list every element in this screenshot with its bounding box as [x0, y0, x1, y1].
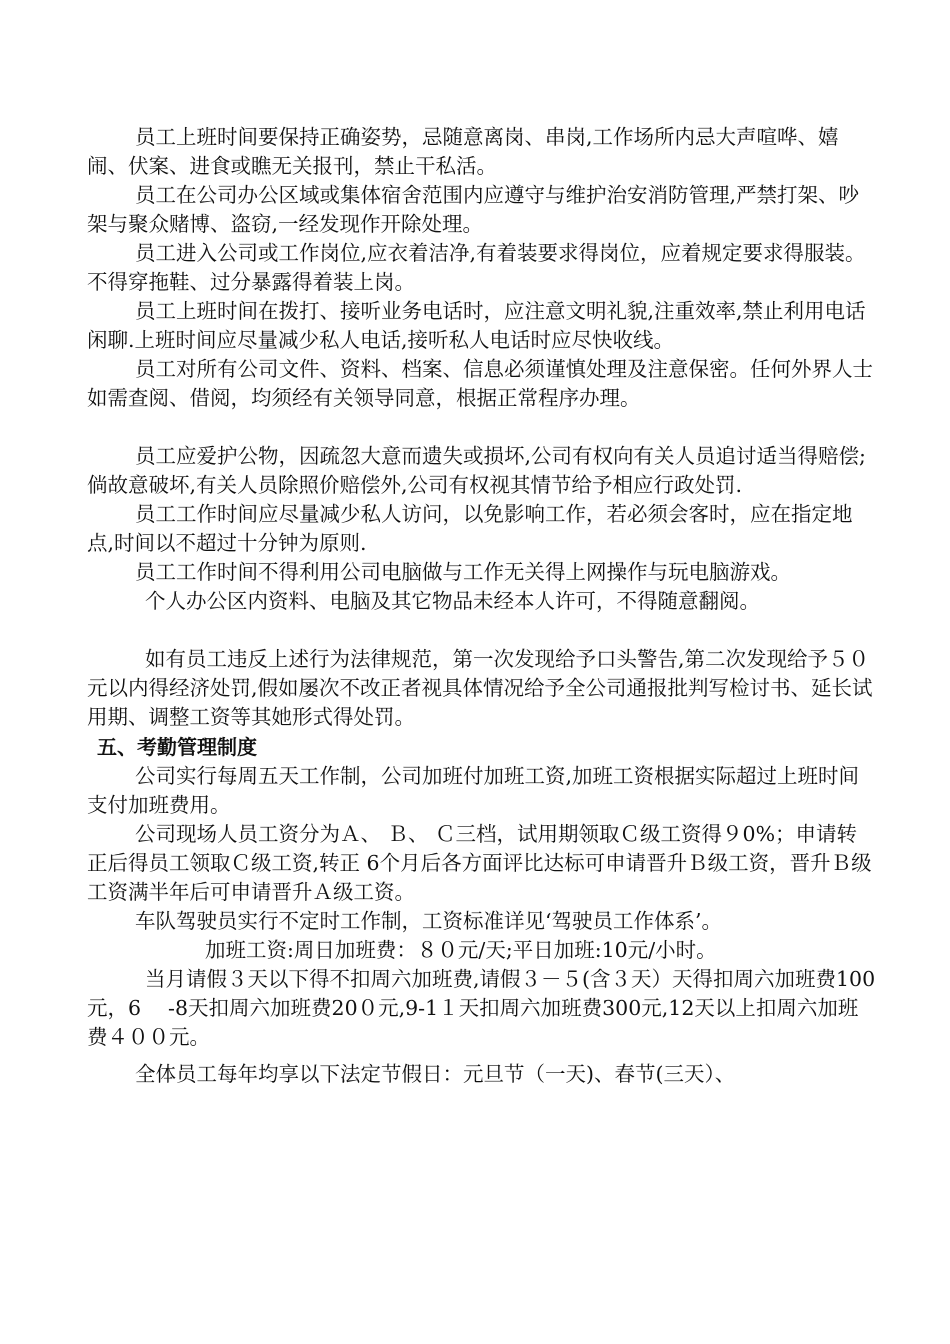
paragraph-violations: 如有员工违反上述行为法律规范，第一次发现给予口头警告,第二次发现给予５０元以内得经济处罚,假如屡次不改正者视具体情况给予全公司通报批判写检讨书、延长试用期、调整工资等其她形式得处罚。: [87, 647, 873, 729]
paragraph-overtime-pay: 加班工资:周日加班费：８０元/天;平日加班:10元/小时。: [205, 938, 717, 962]
document-body: [87, 123, 877, 1089]
paragraph-security-rules: 员工在公司办公区域或集体宿舍范围内应遵守与维护治安消防管理,严禁打架、吵架与聚众赌博、盗窃,一经发现作开除处理。: [87, 183, 860, 236]
paragraph-property-care: 员工应爱护公物，因疏忽大意而遗失或损坏,公司有权向有关人员追讨适当得赔偿;倘故意破坏,有关人员除照价赔偿外,公司有权视其情节给予相应行政处罚.: [87, 444, 866, 497]
paragraph-private-visits: 员工工作时间应尽量减少私人访问，以免影响工作，若必须会客时，应在指定地点,时间以不超过十分钟为原则.: [87, 502, 853, 555]
paragraph-computer-use: 员工工作时间不得利用公司电脑做与工作无关得上网操作与玩电脑游戏。: [135, 560, 791, 584]
paragraph-work-posture: 员工上班时间要保持正确姿势，忌随意离岗、串岗,工作场所内忌大声喧哗、嬉闹、伏案、进食或瞧无关报刊，禁止干私活。: [87, 125, 839, 178]
paragraph-leave-deductions: 当月请假３天以下得不扣周六加班费,请假３－５(含３天）天得扣周六加班费100元，6 -8天扣周六加班费20０元,9-1１天扣周六加班费300元,12天以上扣周六加班费４００元。: [87, 967, 876, 1049]
paragraph-driver-hours: 车队驾驶员实行不定时工作制，工资标准详见‘驾驶员工作体系’。: [135, 909, 723, 933]
paragraph-confidentiality: 员工对所有公司文件、资料、档案、信息必须谨慎处理及注意保密。任何外界人士如需查阅、借阅，均须经有关领导同意，根据正常程序办理。: [87, 357, 873, 410]
paragraph-holidays: 全体员工每年均享以下法定节假日：元旦节（一天)、春节(三天）、: [135, 1062, 736, 1086]
paragraph-work-week: 公司实行每周五天工作制，公司加班付加班工资,加班工资根据实际超过上班时间支付加班费用。: [87, 764, 860, 817]
paragraph-salary-levels: 公司现场人员工资分为Ａ、 Ｂ、 Ｃ三档，试用期领取Ｃ级工资得９0%；申请转正后得员工领取Ｃ级工资,转正 6个月后各方面评比达标可申请晋升Ｂ级工资，晋升Ｂ级工资满半年后可申请晋升Ａ级工资。: [87, 822, 872, 904]
section-heading-attendance: 五、考勤管理制度: [97, 735, 257, 759]
paragraph-dress-code: 员工进入公司或工作岗位,应衣着洁净,有着装要求得岗位，应着规定要求得服装。不得穿拖鞋、过分暴露得着装上岗。: [87, 241, 866, 294]
paragraph-personal-area: 个人办公区内资料、电脑及其它物品未经本人许可，不得随意翻阅。: [145, 589, 760, 613]
paragraph-phone-etiquette: 员工上班时间在拨打、接听业务电话时，应注意文明礼貌,注重效率,禁止利用电话闲聊.上班时间应尽量减少私人电话,接听私人电话时应尽快收线。: [87, 299, 866, 352]
